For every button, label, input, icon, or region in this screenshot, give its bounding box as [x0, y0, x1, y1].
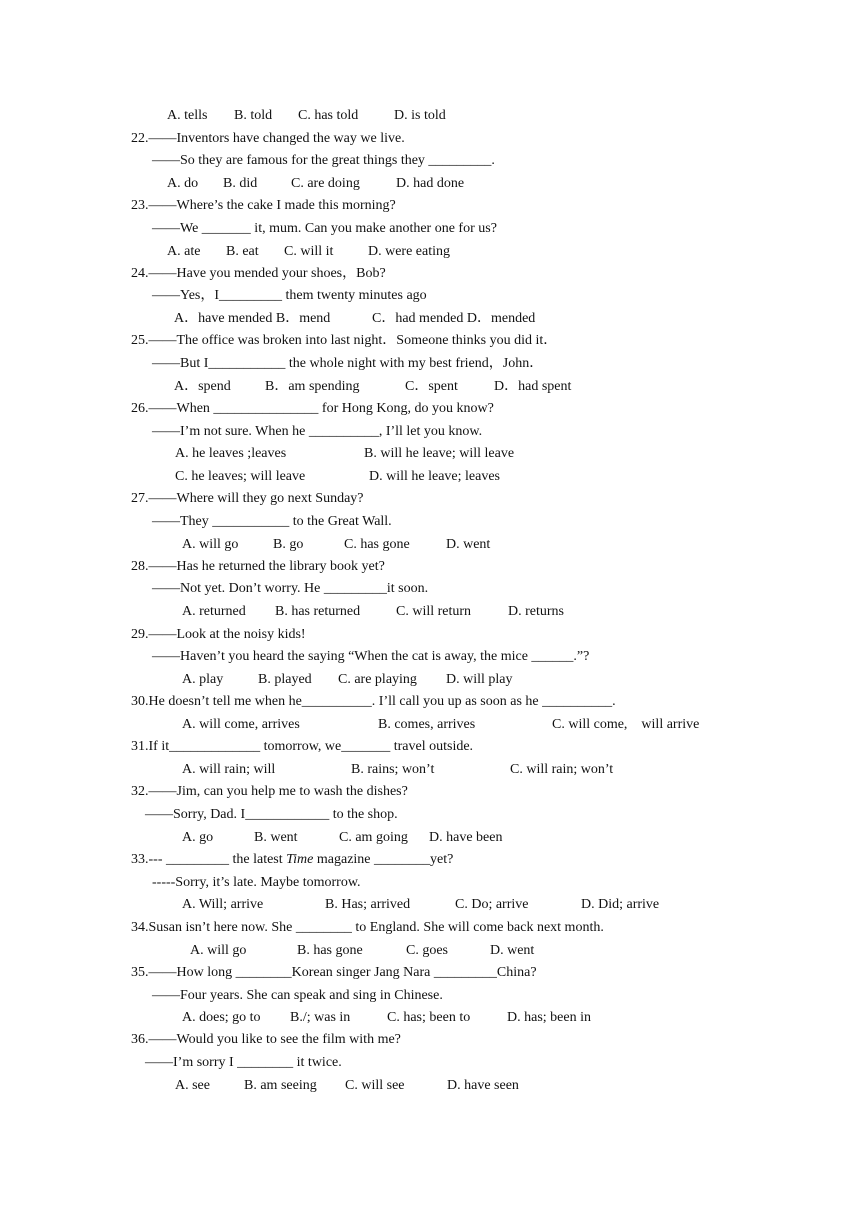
question-text: 26.——When _______________ for Hong Kong, do you know?	[131, 401, 494, 416]
answer-text: ——So they are famous for the great things they _________.	[152, 153, 495, 168]
option: B. comes, arrives	[378, 717, 476, 732]
option: C. will it	[284, 244, 334, 259]
option: A. tells	[167, 108, 208, 123]
option: D. will play	[446, 672, 513, 687]
option: B. told	[234, 108, 273, 123]
option: A. go	[182, 830, 214, 845]
option: C．had mended D．mended	[372, 311, 536, 326]
option: D．had spent	[494, 379, 572, 394]
option: B. eat	[226, 244, 259, 259]
option: C. will return	[396, 604, 472, 619]
option: D. went	[490, 943, 535, 958]
option: D. has; been in	[507, 1010, 591, 1025]
option: B. Has; arrived	[325, 897, 411, 912]
option: A. ate	[167, 244, 201, 259]
option: D. had done	[396, 176, 465, 191]
option: B. go	[273, 537, 304, 552]
option: D. Did; arrive	[581, 897, 660, 912]
answer-text: ——I’m not sure. When he __________, I’ll let you know.	[152, 424, 483, 439]
option: D. have seen	[447, 1078, 519, 1093]
option: A. will go	[190, 943, 247, 958]
option: C. Do; arrive	[455, 897, 529, 912]
question-text: 36.——Would you like to see the film with me?	[131, 1032, 401, 1047]
option: A. see	[175, 1078, 210, 1093]
option: B. am seeing	[244, 1078, 317, 1093]
answer-text: ——Four years. She can speak and sing in Chinese.	[152, 988, 443, 1003]
option: A. play	[182, 672, 224, 687]
answer-text: ——They ___________ to the Great Wall.	[152, 514, 392, 529]
option: C. are doing	[291, 176, 360, 191]
option: C. will come, will arrive	[552, 717, 700, 732]
answer-text: ——Not yet. Don’t worry. He _________it soon.	[152, 581, 429, 596]
question-text: 24.——Have you mended your shoes，Bob?	[131, 266, 386, 281]
option: C. has; been to	[387, 1010, 471, 1025]
option: A. does; go to	[182, 1010, 261, 1025]
option: C. am going	[339, 830, 408, 845]
option: C. are playing	[338, 672, 417, 687]
option: C．spent	[405, 379, 458, 394]
option: A. he leaves ;leaves	[175, 446, 287, 461]
magazine-title: Time	[286, 852, 314, 867]
option: C. has told	[298, 108, 359, 123]
option: B. played	[258, 672, 312, 687]
answer-text: ——Sorry, Dad. I____________ to the shop.	[145, 807, 398, 822]
answer-text: ——But I___________ the whole night with my best friend，John．	[152, 356, 544, 371]
answer-text: ——We _______ it, mum. Can you make another one for us?	[152, 221, 497, 236]
question-text: 30.He doesn’t tell me when he__________. I’ll call you up as soon as he __________.	[131, 694, 616, 709]
answer-text: -----Sorry, it’s late. Maybe tomorrow.	[152, 875, 361, 890]
option: D. have been	[429, 830, 503, 845]
option: A. will rain; will	[182, 762, 276, 777]
option: D. returns	[508, 604, 564, 619]
option: C. has gone	[344, 537, 410, 552]
option: A. do	[167, 176, 199, 191]
option: B. has returned	[275, 604, 361, 619]
question-text: 35.——How long ________Korean singer Jang Nara _________China?	[131, 965, 537, 980]
question-text: 32.——Jim, can you help me to wash the dishes?	[131, 784, 408, 799]
question-text: 33.--- _________ the latest Time magazine ________yet?	[131, 852, 454, 867]
option: B. will he leave; will leave	[364, 446, 515, 461]
option: D. is told	[394, 108, 446, 123]
question-text: 31.If it_____________ tomorrow, we_______ travel outside.	[131, 739, 474, 754]
option: B. did	[223, 176, 258, 191]
question-text: 23.——Where’s the cake I made this morning?	[131, 198, 396, 213]
option: A．spend	[174, 379, 231, 394]
option: B. rains; won’t	[351, 762, 435, 777]
option: A. returned	[182, 604, 246, 619]
option: D. were eating	[368, 244, 451, 259]
answer-text: ——Yes，I_________ them twenty minutes ago	[152, 288, 427, 303]
question-text: 29.——Look at the noisy kids!	[131, 627, 306, 642]
question-text: 25.——The office was broken into last night．Someone thinks you did it．	[131, 333, 558, 348]
option: C. will rain; won’t	[510, 762, 614, 777]
option: C. he leaves; will leave	[175, 469, 306, 484]
option: B．am spending	[265, 379, 360, 394]
question-text: 34.Susan isn’t here now. She ________ to England. She will come back next month.	[131, 920, 604, 935]
option: B./; was in	[290, 1010, 351, 1025]
option: C. will see	[345, 1078, 405, 1093]
question-text: 27.——Where will they go next Sunday?	[131, 491, 364, 506]
answer-text: ——I’m sorry I ________ it twice.	[145, 1055, 342, 1070]
question-text: 28.——Has he returned the library book yet?	[131, 559, 385, 574]
option: A. Will; arrive	[182, 897, 264, 912]
option: B. went	[254, 830, 298, 845]
option: D. will he leave; leaves	[369, 469, 501, 484]
answer-text: ——Haven’t you heard the saying “When the cat is away, the mice ______.”?	[152, 649, 590, 664]
option: B. has gone	[297, 943, 363, 958]
option: C. goes	[406, 943, 448, 958]
option: A. will go	[182, 537, 239, 552]
question-text: 22.——Inventors have changed the way we live.	[131, 131, 405, 146]
option: D. went	[446, 537, 491, 552]
option: A．have mended B．mend	[174, 311, 331, 326]
option: A. will come, arrives	[182, 717, 300, 732]
